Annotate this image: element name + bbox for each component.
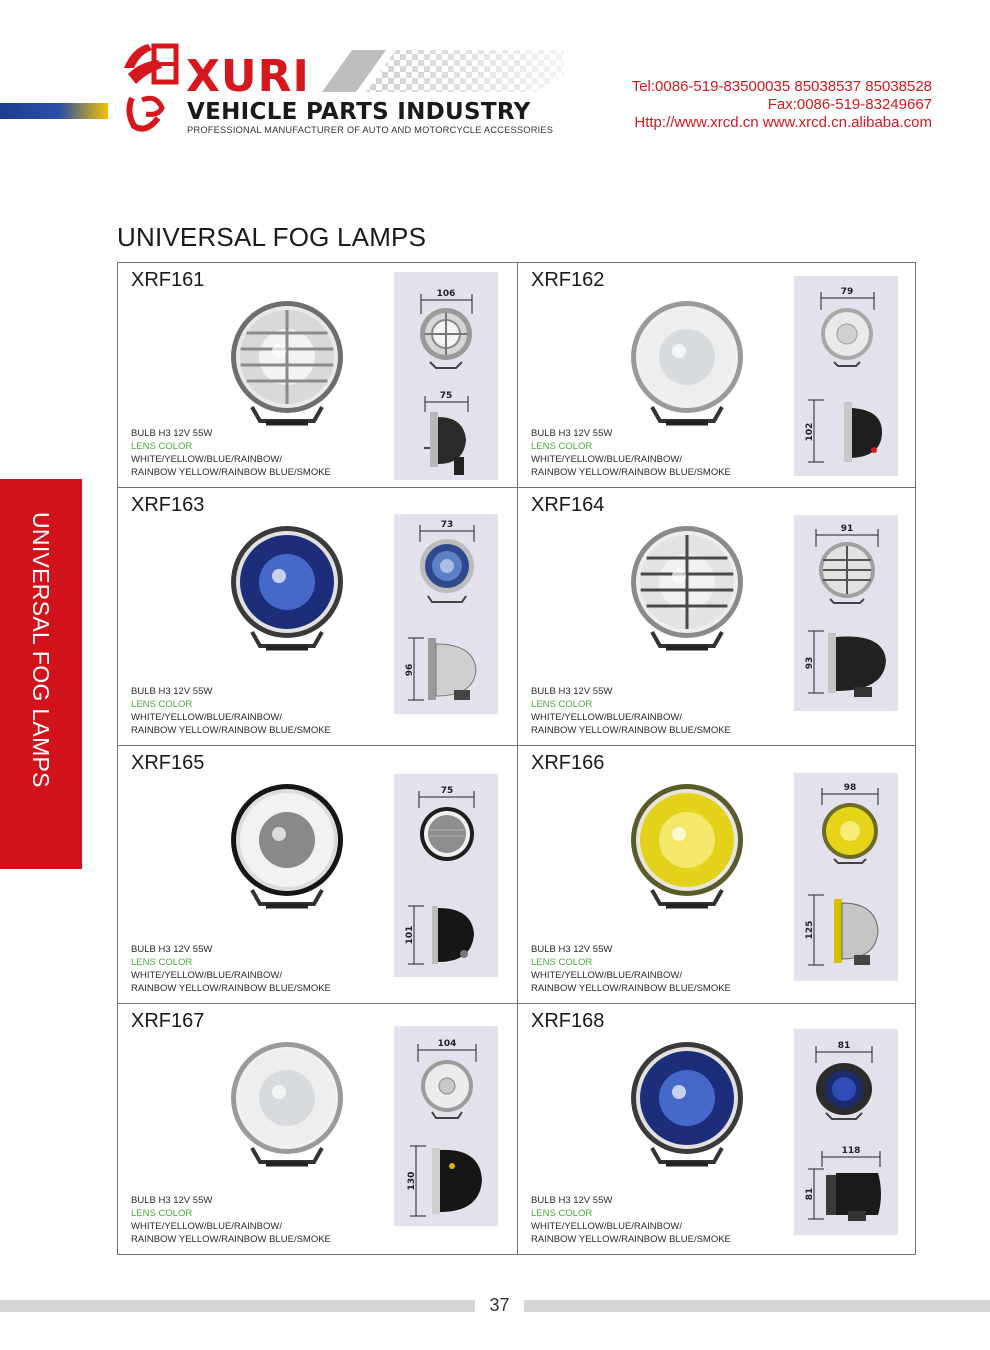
lamp-side-thumbnail [424,412,466,475]
spec-bulb: BULB H3 12V 55W [131,428,213,439]
spec-colors-2: RAINBOW YELLOW/RAINBOW BLUE/SMOKE [131,467,331,478]
lamp-side-thumbnail [844,402,882,462]
dimension-side-label: 93 [805,656,815,670]
footer-bar-left [0,1300,475,1312]
spec-colors-2: RAINBOW YELLOW/RAINBOW BLUE/SMOKE [131,1234,331,1245]
lamp-bulb-highlight [272,1085,286,1099]
dimension-panel [394,514,498,714]
product-grid [117,262,916,1255]
product-card[interactable] [118,746,518,1004]
dimension-side-label: 75 [439,391,453,401]
dimension-drawing [394,514,498,714]
lamp-front-thumbnail [816,1063,872,1119]
contact-fax: Fax:0086-519-83249667 [767,96,932,113]
spec-bulb: BULB H3 12V 55W [531,1195,613,1206]
product-model: XRF163 [131,494,205,516]
lamp-front-thumbnail [420,539,474,602]
dimension-front-label: 79 [840,287,854,297]
dimension-panel [394,272,498,480]
lamp-side-thumbnail [828,633,886,697]
page-title: UNIVERSAL FOG LAMPS [117,222,427,252]
dimension-panel [394,1026,498,1226]
dimension-front-label: 73 [440,520,454,530]
dimension-front-label: 106 [436,289,456,299]
lamp-side-thumbnail [432,1148,482,1214]
dimension-side-label: 101 [405,925,415,945]
dimension-drawing [394,774,498,977]
side-section-label: UNIVERSAL FOG LAMPS [28,512,54,788]
header-color-stripe [0,103,108,119]
product-model: XRF162 [531,269,605,291]
lamp-bulb-highlight [672,1085,686,1099]
lamp-side-thumbnail [826,1173,881,1221]
spec-lens-heading: LENS COLOR [531,441,593,452]
lamp-reflector [659,812,715,868]
dimension-panel [794,1029,898,1235]
spec-lens-heading: LENS COLOR [531,1208,593,1219]
spec-bulb: BULB H3 12V 55W [131,1195,213,1206]
spec-colors-1: WHITE/YELLOW/BLUE/RAINBOW/ [131,454,282,465]
spec-bulb: BULB H3 12V 55W [531,428,613,439]
product-specs [131,685,331,737]
product-card[interactable] [118,1004,518,1254]
lamp-front-thumbnail [420,308,472,368]
contact-block [632,78,932,132]
spec-colors-1: WHITE/YELLOW/BLUE/RAINBOW/ [131,1221,282,1232]
dimension-side-width-label: 118 [841,1146,861,1156]
product-specs [131,943,331,995]
dimension-side-label: 125 [805,920,815,940]
spec-colors-2: RAINBOW YELLOW/RAINBOW BLUE/SMOKE [531,983,731,994]
lamp-front-thumbnail [819,542,875,603]
lamp-photo [622,782,752,914]
dimension-front-label: 81 [837,1041,851,1051]
product-specs [131,427,331,479]
contact-web[interactable]: Http://www.xrcd.cn www.xrcd.cn.alibaba.com [634,114,932,131]
spec-colors-1: WHITE/YELLOW/BLUE/RAINBOW/ [531,454,682,465]
dimension-drawing [794,276,898,476]
lamp-reflector [259,1070,315,1126]
spec-bulb: BULB H3 12V 55W [131,686,213,697]
lamp-bulb-highlight [672,569,686,583]
product-model: XRF165 [131,752,205,774]
spec-bulb: BULB H3 12V 55W [531,686,613,697]
product-specs [531,427,731,479]
lamp-bulb-highlight [272,344,286,358]
spec-bulb: BULB H3 12V 55W [131,944,213,955]
dimension-drawing [794,515,898,711]
spec-lens-heading: LENS COLOR [531,699,593,710]
spec-colors-1: WHITE/YELLOW/BLUE/RAINBOW/ [531,712,682,723]
lamp-photo [222,1040,352,1172]
product-card[interactable] [518,746,915,1004]
dimension-front-label: 91 [840,524,854,534]
lamp-photo [222,299,352,431]
product-card[interactable] [518,488,915,746]
lamp-side-thumbnail [428,638,476,700]
lamp-bulb-highlight [672,344,686,358]
brand-name: XURI [186,51,310,102]
spec-colors-2: RAINBOW YELLOW/RAINBOW BLUE/SMOKE [131,983,331,994]
page-number: 37 [489,1295,510,1315]
spec-colors-2: RAINBOW YELLOW/RAINBOW BLUE/SMOKE [531,1234,731,1245]
company-tagline: PROFESSIONAL MANUFACTURER OF AUTO AND MOTORCYCLE ACCESSORIES [187,125,554,135]
lamp-front-thumbnail [421,1060,473,1118]
product-card[interactable] [118,488,518,746]
spec-colors-2: RAINBOW YELLOW/RAINBOW BLUE/SMOKE [531,467,731,478]
spec-lens-heading: LENS COLOR [131,957,193,968]
spec-lens-heading: LENS COLOR [131,699,193,710]
spec-colors-2: RAINBOW YELLOW/RAINBOW BLUE/SMOKE [131,725,331,736]
spec-lens-heading: LENS COLOR [131,1208,193,1219]
lamp-photo [622,1040,752,1172]
checkered-flag-logo [322,48,564,92]
product-specs [131,1194,331,1246]
dimension-panel [794,773,898,981]
product-model: XRF166 [531,752,605,774]
lamp-bulb-highlight [672,827,686,841]
product-card[interactable] [518,1004,915,1254]
dimension-drawing [394,1026,498,1226]
lamp-bulb-highlight [272,827,286,841]
lamp-reflector [259,812,315,868]
brand-chinese-logo [118,38,186,134]
dimension-front-label: 75 [440,786,454,796]
dimension-front-label: 104 [437,1039,457,1049]
footer-bar-right [524,1300,990,1312]
spec-colors-1: WHITE/YELLOW/BLUE/RAINBOW/ [131,712,282,723]
lamp-reflector [659,329,715,385]
dimension-drawing [794,773,898,981]
product-model: XRF164 [531,494,605,516]
dimension-side-label: 96 [405,663,415,677]
spec-colors-1: WHITE/YELLOW/BLUE/RAINBOW/ [131,970,282,981]
product-model: XRF168 [531,1010,605,1032]
dimension-side-label: 102 [805,422,815,442]
spec-colors-2: RAINBOW YELLOW/RAINBOW BLUE/SMOKE [531,725,731,736]
product-model: XRF161 [131,269,205,291]
dimension-drawing [394,272,498,480]
lamp-front-thumbnail [420,807,474,861]
company-name: VEHICLE PARTS INDUSTRY [187,99,531,125]
product-model: XRF167 [131,1010,205,1032]
dimension-side-label: 81 [805,1187,815,1201]
lamp-reflector [259,554,315,610]
product-specs [531,943,731,995]
dimension-panel [394,774,498,977]
spec-lens-heading: LENS COLOR [531,957,593,968]
lamp-side-thumbnail [834,899,878,965]
product-specs [531,1194,731,1246]
contact-tel: Tel:0086-519-83500035 85038537 85038528 [631,78,932,95]
lamp-front-thumbnail [822,803,878,863]
lamp-photo [222,782,352,914]
lamp-photo [622,524,752,656]
spec-colors-1: WHITE/YELLOW/BLUE/RAINBOW/ [531,970,682,981]
dimension-drawing [794,1029,898,1235]
lamp-photo [622,299,752,431]
dimension-front-label: 98 [843,783,857,793]
spec-bulb: BULB H3 12V 55W [531,944,613,955]
lamp-bulb-highlight [272,569,286,583]
lamp-front-thumbnail [821,308,873,366]
product-card[interactable] [518,263,915,488]
lamp-reflector [659,1070,715,1126]
lamp-side-thumbnail [432,906,474,964]
product-specs [531,685,731,737]
dimension-panel [794,276,898,476]
spec-colors-1: WHITE/YELLOW/BLUE/RAINBOW/ [531,1221,682,1232]
product-card[interactable] [118,263,518,488]
dimension-panel [794,515,898,711]
lamp-photo [222,524,352,656]
dimension-side-label: 130 [407,1171,417,1191]
spec-lens-heading: LENS COLOR [131,441,193,452]
